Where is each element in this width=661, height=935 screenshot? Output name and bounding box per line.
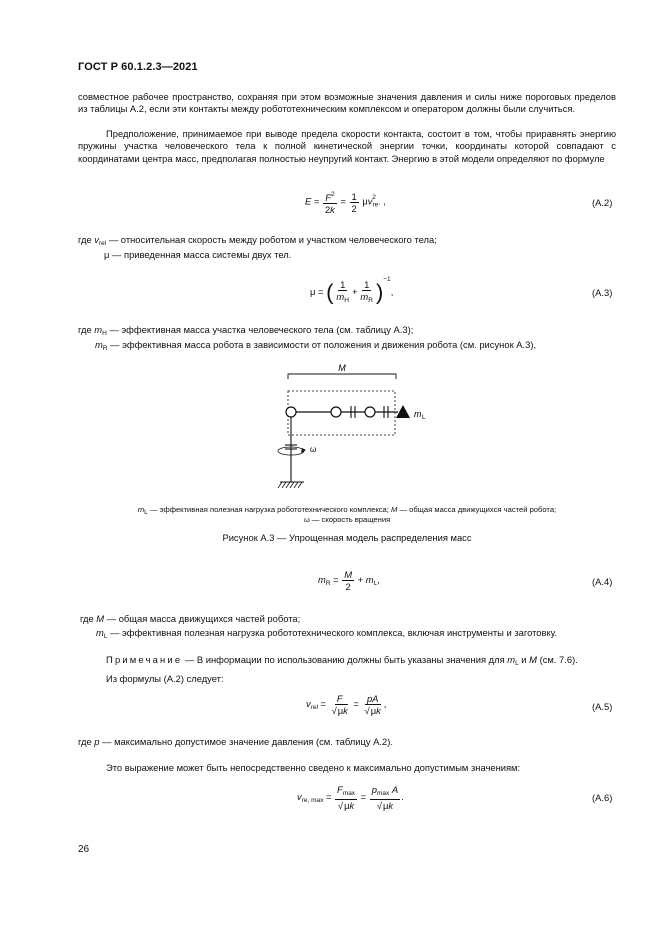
payload-triangle	[396, 405, 410, 418]
equation-a6-number: (А.6)	[592, 792, 613, 803]
joint-circle-3	[365, 407, 375, 417]
definition-v-rel: где $v_{rel}$ — относительная скорость между роботом и участком человеческого тела;	[78, 234, 437, 247]
mass-distribution-diagram	[260, 360, 440, 492]
definition-M: где M — общая масса движущихся частей робота;	[80, 613, 301, 624]
paragraph-1: совместное рабочее пространство, сохраняя при этом возможные значения давления и силы ниже пороговых пределов из таблицы А.2, если эти контакты между робототехническим комплексом и оператором должны были случиться.	[78, 91, 616, 115]
definition-p: где p — максимально допустимое значение давления (см. таблицу А.2).	[78, 736, 393, 747]
label-omega: ω	[310, 445, 317, 454]
label-mL: m	[414, 409, 422, 419]
ground-hatch	[278, 482, 302, 488]
paragraph-2: Предположение, принимаемое при выводе предела скорости контакта, состоит в том, чтобы приравнять энергию пружины участка человеческого тела к полной кинетической энергии точки, координаты которой совпадают с координатами центра масс, предполагая полностью неупругий контакт. Энергию в этой модели определяют по формуле	[78, 128, 616, 164]
definition-mu: μ — приведенная масса системы двух тел.	[104, 249, 292, 260]
equation-a5: $v_{rel}$ = $\frac{F}{√\mu k}$ = $\frac{pA}{√\mu k}$ ,	[306, 693, 387, 716]
figure-caption-line1: mL — эффективная полезная нагрузка робототехнического комплекса; M — общая масса движущихся частей робота;	[137, 505, 557, 516]
equation-a3: μ = ( $\frac{1}{m_H}$ + $\frac{1}{m_R}$ )$^{-1}$,	[310, 276, 394, 305]
note-label: Примечание	[106, 654, 183, 665]
equation-a2-number: (А.2)	[592, 197, 613, 208]
definition-m-h: где $m_H$ — эффективная масса участка человеческого тела (см. таблицу А.3);	[78, 324, 414, 337]
joint-circle-1	[286, 407, 296, 417]
joint-circle-2	[331, 407, 341, 417]
definition-m-r: $m_R$ — эффективная масса робота в зависимости от положения и движения робота (см. рисунок А.3),	[95, 339, 537, 352]
figure-title: Рисунок А.3 — Упрощенная модель распределения масс	[222, 532, 472, 543]
page-number: 26	[78, 844, 90, 855]
equation-a6: $v_{re, max}$ = $\frac{F_{max}}{√\mu k}$ = $\frac{p_{max} A}{√\mu k}$ .	[297, 784, 404, 811]
equation-a4: $m_R$ = $\frac{M}{2}$ + $m_L$,	[318, 569, 380, 592]
equation-a3-number: (А.3)	[592, 287, 613, 298]
from-formula-text: Из формулы (А.2) следует:	[106, 673, 224, 684]
label-M: M	[338, 363, 346, 373]
equation-a4-number: (А.4)	[592, 576, 613, 587]
mass-bracket	[288, 374, 396, 379]
definition-m-l: $m_L$ — эффективная полезная нагрузка робототехнического комплекса, включая инструменты и заготовку.	[96, 627, 558, 640]
equation-a5-number: (А.5)	[592, 701, 613, 712]
paragraph-3: Это выражение может быть непосредственно сведено к максимально допустимым значениям:	[106, 762, 521, 773]
document-header: ГОСТ Р 60.1.2.3—2021	[78, 61, 198, 73]
note: Примечание — В информации по использованию должны быть указаны значения для $m_L$ и M (см. 7.6).	[106, 654, 578, 667]
equation-a2: E = $\frac{F^2}{2k}$ = $\frac{1}{2}$ $\mu v_{re}^2$ . ,	[305, 190, 386, 215]
label-mL-sub: L	[422, 414, 426, 421]
figure-caption-line2: ω — скорость вращения	[303, 515, 391, 524]
